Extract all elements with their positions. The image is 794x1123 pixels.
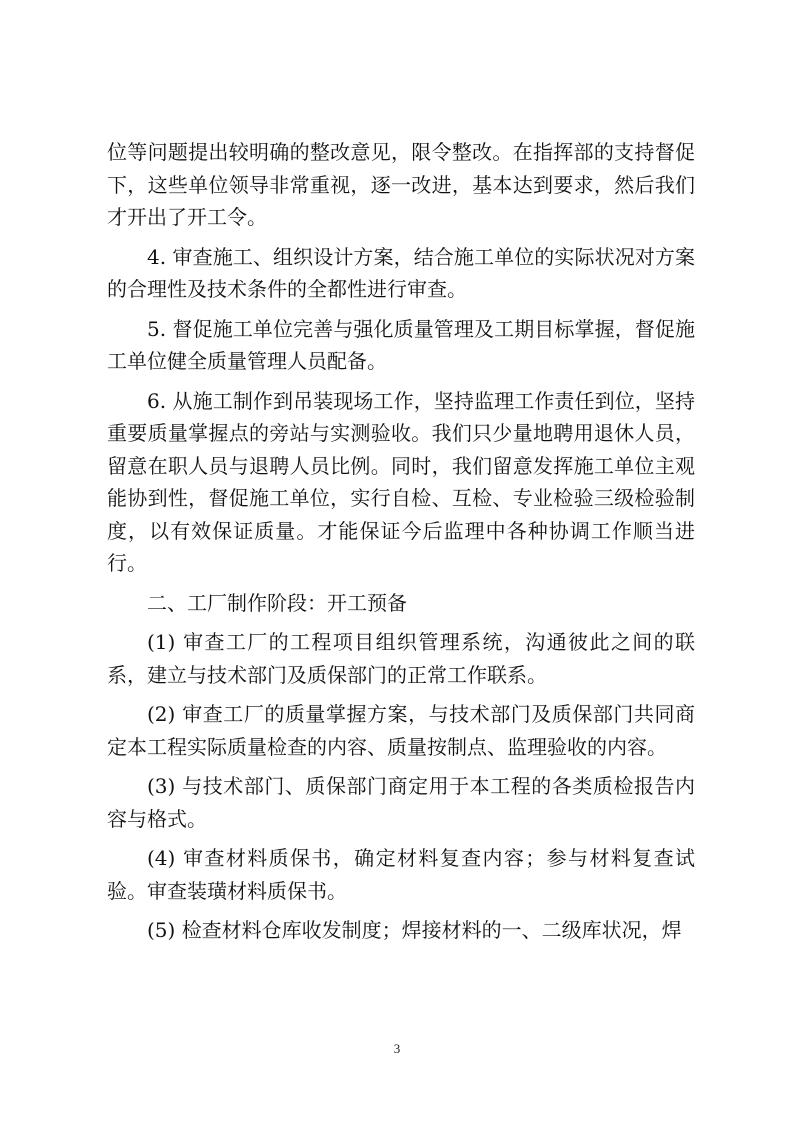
paragraph-8: (3) 与技术部门、质保部门商定用于本工程的各类质检报告内容与格式。 <box>107 774 695 831</box>
paragraph-10: (5) 检查材料仓库收发制度；焊接材料的一、二级库状况，焊 <box>147 918 682 942</box>
paragraph-1: 位等问题提出较明确的整改意见，限令整改。在指挥部的支持督促下，这些单位领导非常重视，逐一改进，基本达到要求，然后我们才开出了开工令。 <box>107 140 695 229</box>
paragraph-9: (4) 审查材料质保书，确定材料复查内容；参与材料复查试验。审查装璜材料质保书。 <box>107 846 695 903</box>
paragraph-2: 4. 审查施工、组织设计方案，结合施工单位的实际状况对方案的合理性及技术条件的全都性进行审查。 <box>107 244 695 301</box>
paragraph-3: 5. 督促施工单位完善与强化质量管理及工期目标掌握，督促施工单位健全质量管理人员配备。 <box>107 316 695 373</box>
paragraph-4: 6. 从施工制作到吊装现场工作，坚持监理工作责任到位，坚持重要质量掌握点的旁站与实测验收。我们只少量地聘用退休人员，留意在职人员与退聘人员比例。同时，我们留意发挥施工单位主观能协到性，督促施工单位，实行自检、互检、专业检验三级检验制度，以有效保证质量。才能保证今后监理中各种协调工作顺当进行。 <box>107 388 695 575</box>
body-text <box>107 136 695 954</box>
paragraph-6: (1) 审查工厂的工程项目组织管理系统，沟通彼此之间的联系，建立与技术部门及质保部门的正常工作联系。 <box>107 630 695 687</box>
paragraph-7: (2) 审查工厂的质量掌握方案，与技术部门及质保部门共同商定本工程实际质量检查的内容、质量按制点、监理验收的内容。 <box>107 702 695 759</box>
page-number: 3 <box>393 1041 401 1056</box>
section-heading: 二、工厂制作阶段：开工预备 <box>147 590 407 615</box>
